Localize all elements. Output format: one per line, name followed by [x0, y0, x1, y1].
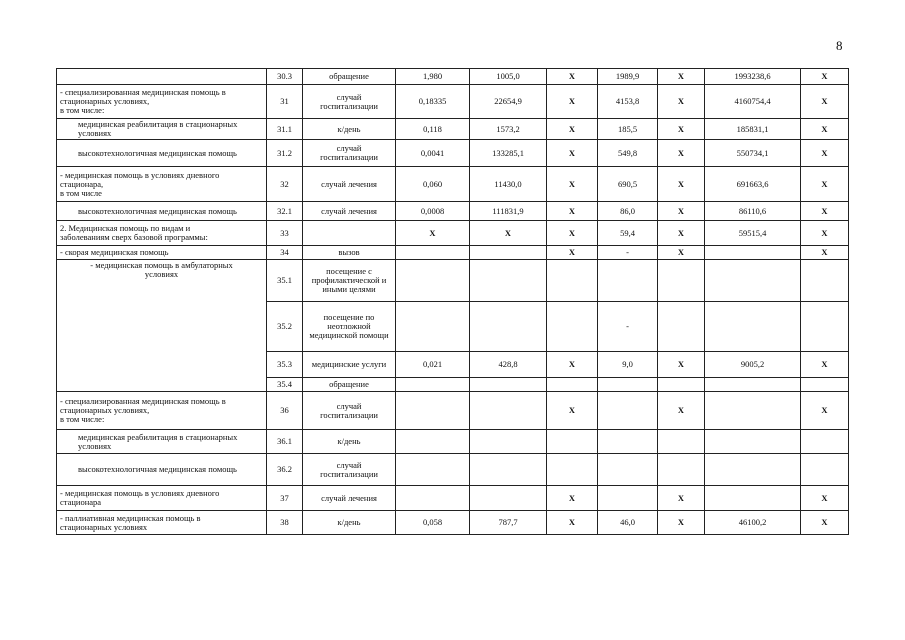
value-cell-1: X [396, 221, 470, 246]
value-cell-4: - [598, 246, 658, 260]
row-name-cell: высокотехнологичная медицинская помощь [57, 140, 267, 167]
unit-cell: случай госпитализации [303, 140, 396, 167]
value-cell-5 [658, 430, 705, 454]
row-number-cell: 35.3 [267, 352, 303, 378]
row-number-cell: 37 [267, 486, 303, 511]
value-cell-6 [705, 246, 801, 260]
value-cell-1: 0,021 [396, 352, 470, 378]
row-name-cell: - медицинская помощь в условиях дневного стационара [57, 486, 267, 511]
value-cell-1 [396, 378, 470, 392]
table-row [57, 486, 849, 511]
value-cell-2 [470, 454, 547, 486]
row-name-cell [57, 69, 267, 85]
row-number-cell: 33 [267, 221, 303, 246]
value-cell-6 [705, 454, 801, 486]
unit-cell: к/день [303, 430, 396, 454]
value-cell-5: X [658, 85, 705, 119]
row-number-cell: 36.1 [267, 430, 303, 454]
value-cell-6: 46100,2 [705, 511, 801, 535]
value-cell-2 [470, 246, 547, 260]
value-cell-3: X [547, 221, 598, 246]
row-name-cell: медицинская реабилитация в стационарных условиях [57, 119, 267, 140]
value-cell-4 [598, 454, 658, 486]
row-name-cell: медицинская реабилитация в стационарных условиях [57, 430, 267, 454]
value-cell-5: X [658, 246, 705, 260]
value-cell-3: X [547, 486, 598, 511]
value-cell-6 [705, 392, 801, 430]
value-cell-7: X [801, 392, 849, 430]
row-name-cell: высокотехнологичная медицинская помощь [57, 202, 267, 221]
row-name-cell: - скорая медицинская помощь [57, 246, 267, 260]
value-cell-5: X [658, 167, 705, 202]
value-cell-4: 1989,9 [598, 69, 658, 85]
value-cell-3: X [547, 167, 598, 202]
value-cell-4: - [598, 302, 658, 352]
row-number-cell: 34 [267, 246, 303, 260]
table-row [57, 221, 849, 246]
unit-cell: случай лечения [303, 167, 396, 202]
row-number-cell: 31.2 [267, 140, 303, 167]
value-cell-3: X [547, 69, 598, 85]
unit-cell: случай госпитализации [303, 392, 396, 430]
value-cell-2: 22654,9 [470, 85, 547, 119]
value-cell-5: X [658, 202, 705, 221]
row-name-cell: - специализированная медицинская помощь в стационарных условиях, в том числе: [57, 85, 267, 119]
value-cell-4: 690,5 [598, 167, 658, 202]
table-row [57, 511, 849, 535]
value-cell-6 [705, 378, 801, 392]
table-row [57, 202, 849, 221]
summary-table [56, 68, 849, 535]
row-name-cell: - медицинская помощь в условиях дневного стационара, в том числе [57, 167, 267, 202]
row-name-cell: 2. Медицинская помощь по видам и заболеваниям сверх базовой программы: [57, 221, 267, 246]
value-cell-5: X [658, 486, 705, 511]
value-cell-5: X [658, 511, 705, 535]
value-cell-6 [705, 430, 801, 454]
value-cell-1 [396, 392, 470, 430]
value-cell-5: X [658, 352, 705, 378]
value-cell-2: 133285,1 [470, 140, 547, 167]
value-cell-2: 1005,0 [470, 69, 547, 85]
value-cell-6: 550734,1 [705, 140, 801, 167]
value-cell-4 [598, 392, 658, 430]
table-row [57, 140, 849, 167]
value-cell-1: 1,980 [396, 69, 470, 85]
value-cell-5: X [658, 119, 705, 140]
value-cell-1 [396, 260, 470, 302]
value-cell-2 [470, 486, 547, 511]
value-cell-7 [801, 430, 849, 454]
value-cell-6: 4160754,4 [705, 85, 801, 119]
value-cell-4: 59,4 [598, 221, 658, 246]
value-cell-7: X [801, 246, 849, 260]
unit-cell: обращение [303, 378, 396, 392]
row-number-cell: 36.2 [267, 454, 303, 486]
value-cell-6: 9005,2 [705, 352, 801, 378]
value-cell-2: 428,8 [470, 352, 547, 378]
table-row [57, 119, 849, 140]
value-cell-2 [470, 378, 547, 392]
table-row [57, 260, 849, 302]
value-cell-6 [705, 260, 801, 302]
table-row [57, 85, 849, 119]
page-number: 8 [836, 38, 843, 53]
unit-cell: случай госпитализации [303, 454, 396, 486]
value-cell-1 [396, 246, 470, 260]
value-cell-7: X [801, 140, 849, 167]
row-name-cell: высокотехнологичная медицинская помощь [57, 454, 267, 486]
row-number-cell: 38 [267, 511, 303, 535]
value-cell-1: 0,0008 [396, 202, 470, 221]
value-cell-3 [547, 260, 598, 302]
unit-cell: медицинские услуги [303, 352, 396, 378]
value-cell-5 [658, 454, 705, 486]
value-cell-1 [396, 486, 470, 511]
table-row [57, 454, 849, 486]
table-row [57, 392, 849, 430]
value-cell-3: X [547, 392, 598, 430]
table-row [57, 246, 849, 260]
value-cell-5: X [658, 392, 705, 430]
value-cell-4: 4153,8 [598, 85, 658, 119]
value-cell-4 [598, 260, 658, 302]
value-cell-3 [547, 302, 598, 352]
unit-cell: к/день [303, 511, 396, 535]
value-cell-2: 11430,0 [470, 167, 547, 202]
value-cell-4: 9,0 [598, 352, 658, 378]
value-cell-1: 0,058 [396, 511, 470, 535]
value-cell-6: 59515,4 [705, 221, 801, 246]
value-cell-4 [598, 486, 658, 511]
value-cell-1: 0,0041 [396, 140, 470, 167]
row-number-cell: 31.1 [267, 119, 303, 140]
value-cell-7 [801, 454, 849, 486]
value-cell-2: X [470, 221, 547, 246]
value-cell-3: X [547, 85, 598, 119]
value-cell-3: X [547, 511, 598, 535]
unit-cell: к/день [303, 119, 396, 140]
unit-cell: случай лечения [303, 486, 396, 511]
value-cell-3: X [547, 352, 598, 378]
value-cell-2 [470, 302, 547, 352]
value-cell-4 [598, 430, 658, 454]
unit-cell: посещение с профилактической и иными целями [303, 260, 396, 302]
value-cell-1 [396, 302, 470, 352]
value-cell-4: 549,8 [598, 140, 658, 167]
value-cell-6: 185831,1 [705, 119, 801, 140]
value-cell-7: X [801, 486, 849, 511]
unit-cell: обращение [303, 69, 396, 85]
value-cell-3: X [547, 119, 598, 140]
value-cell-3: X [547, 202, 598, 221]
value-cell-7 [801, 302, 849, 352]
value-cell-3: X [547, 140, 598, 167]
value-cell-5 [658, 260, 705, 302]
value-cell-7 [801, 378, 849, 392]
value-cell-1: 0,118 [396, 119, 470, 140]
ambulatory-name-cell: - медицинская помощь в амбулаторных условиях [57, 260, 267, 392]
row-number-cell: 35.2 [267, 302, 303, 352]
row-number-cell: 32 [267, 167, 303, 202]
unit-cell: вызов [303, 246, 396, 260]
value-cell-4: 185,5 [598, 119, 658, 140]
value-cell-2: 787,7 [470, 511, 547, 535]
table-row [57, 430, 849, 454]
value-cell-1: 0,18335 [396, 85, 470, 119]
table-row [57, 69, 849, 85]
unit-cell: случай госпитализации [303, 85, 396, 119]
row-number-cell: 30.3 [267, 69, 303, 85]
value-cell-1 [396, 430, 470, 454]
row-number-cell: 32.1 [267, 202, 303, 221]
value-cell-2: 1573,2 [470, 119, 547, 140]
value-cell-4: 46,0 [598, 511, 658, 535]
value-cell-7: X [801, 69, 849, 85]
value-cell-3 [547, 454, 598, 486]
value-cell-6 [705, 486, 801, 511]
unit-cell [303, 221, 396, 246]
value-cell-4 [598, 378, 658, 392]
value-cell-1 [396, 454, 470, 486]
row-name-cell: - специализированная медицинская помощь в стационарных условиях, в том числе: [57, 392, 267, 430]
value-cell-7: X [801, 221, 849, 246]
table-row [57, 167, 849, 202]
row-number-cell: 31 [267, 85, 303, 119]
value-cell-6 [705, 302, 801, 352]
value-cell-6: 691663,6 [705, 167, 801, 202]
value-cell-7: X [801, 202, 849, 221]
unit-cell: посещение по неотложной медицинской помощи [303, 302, 396, 352]
row-number-cell: 36 [267, 392, 303, 430]
value-cell-3 [547, 378, 598, 392]
value-cell-3: X [547, 246, 598, 260]
value-cell-5 [658, 302, 705, 352]
value-cell-5: X [658, 140, 705, 167]
value-cell-7: X [801, 119, 849, 140]
value-cell-6: 1993238,6 [705, 69, 801, 85]
row-number-cell: 35.4 [267, 378, 303, 392]
unit-cell: случай лечения [303, 202, 396, 221]
value-cell-5: X [658, 221, 705, 246]
value-cell-7: X [801, 352, 849, 378]
value-cell-7: X [801, 511, 849, 535]
row-name-cell: - паллиативная медицинская помощь в стационарных условиях [57, 511, 267, 535]
value-cell-5 [658, 378, 705, 392]
value-cell-2 [470, 260, 547, 302]
value-cell-7: X [801, 85, 849, 119]
value-cell-6: 86110,6 [705, 202, 801, 221]
value-cell-5: X [658, 69, 705, 85]
row-number-cell: 35.1 [267, 260, 303, 302]
value-cell-7 [801, 260, 849, 302]
value-cell-4: 86,0 [598, 202, 658, 221]
value-cell-1: 0,060 [396, 167, 470, 202]
value-cell-2: 111831,9 [470, 202, 547, 221]
value-cell-2 [470, 430, 547, 454]
value-cell-2 [470, 392, 547, 430]
value-cell-3 [547, 430, 598, 454]
value-cell-7: X [801, 167, 849, 202]
